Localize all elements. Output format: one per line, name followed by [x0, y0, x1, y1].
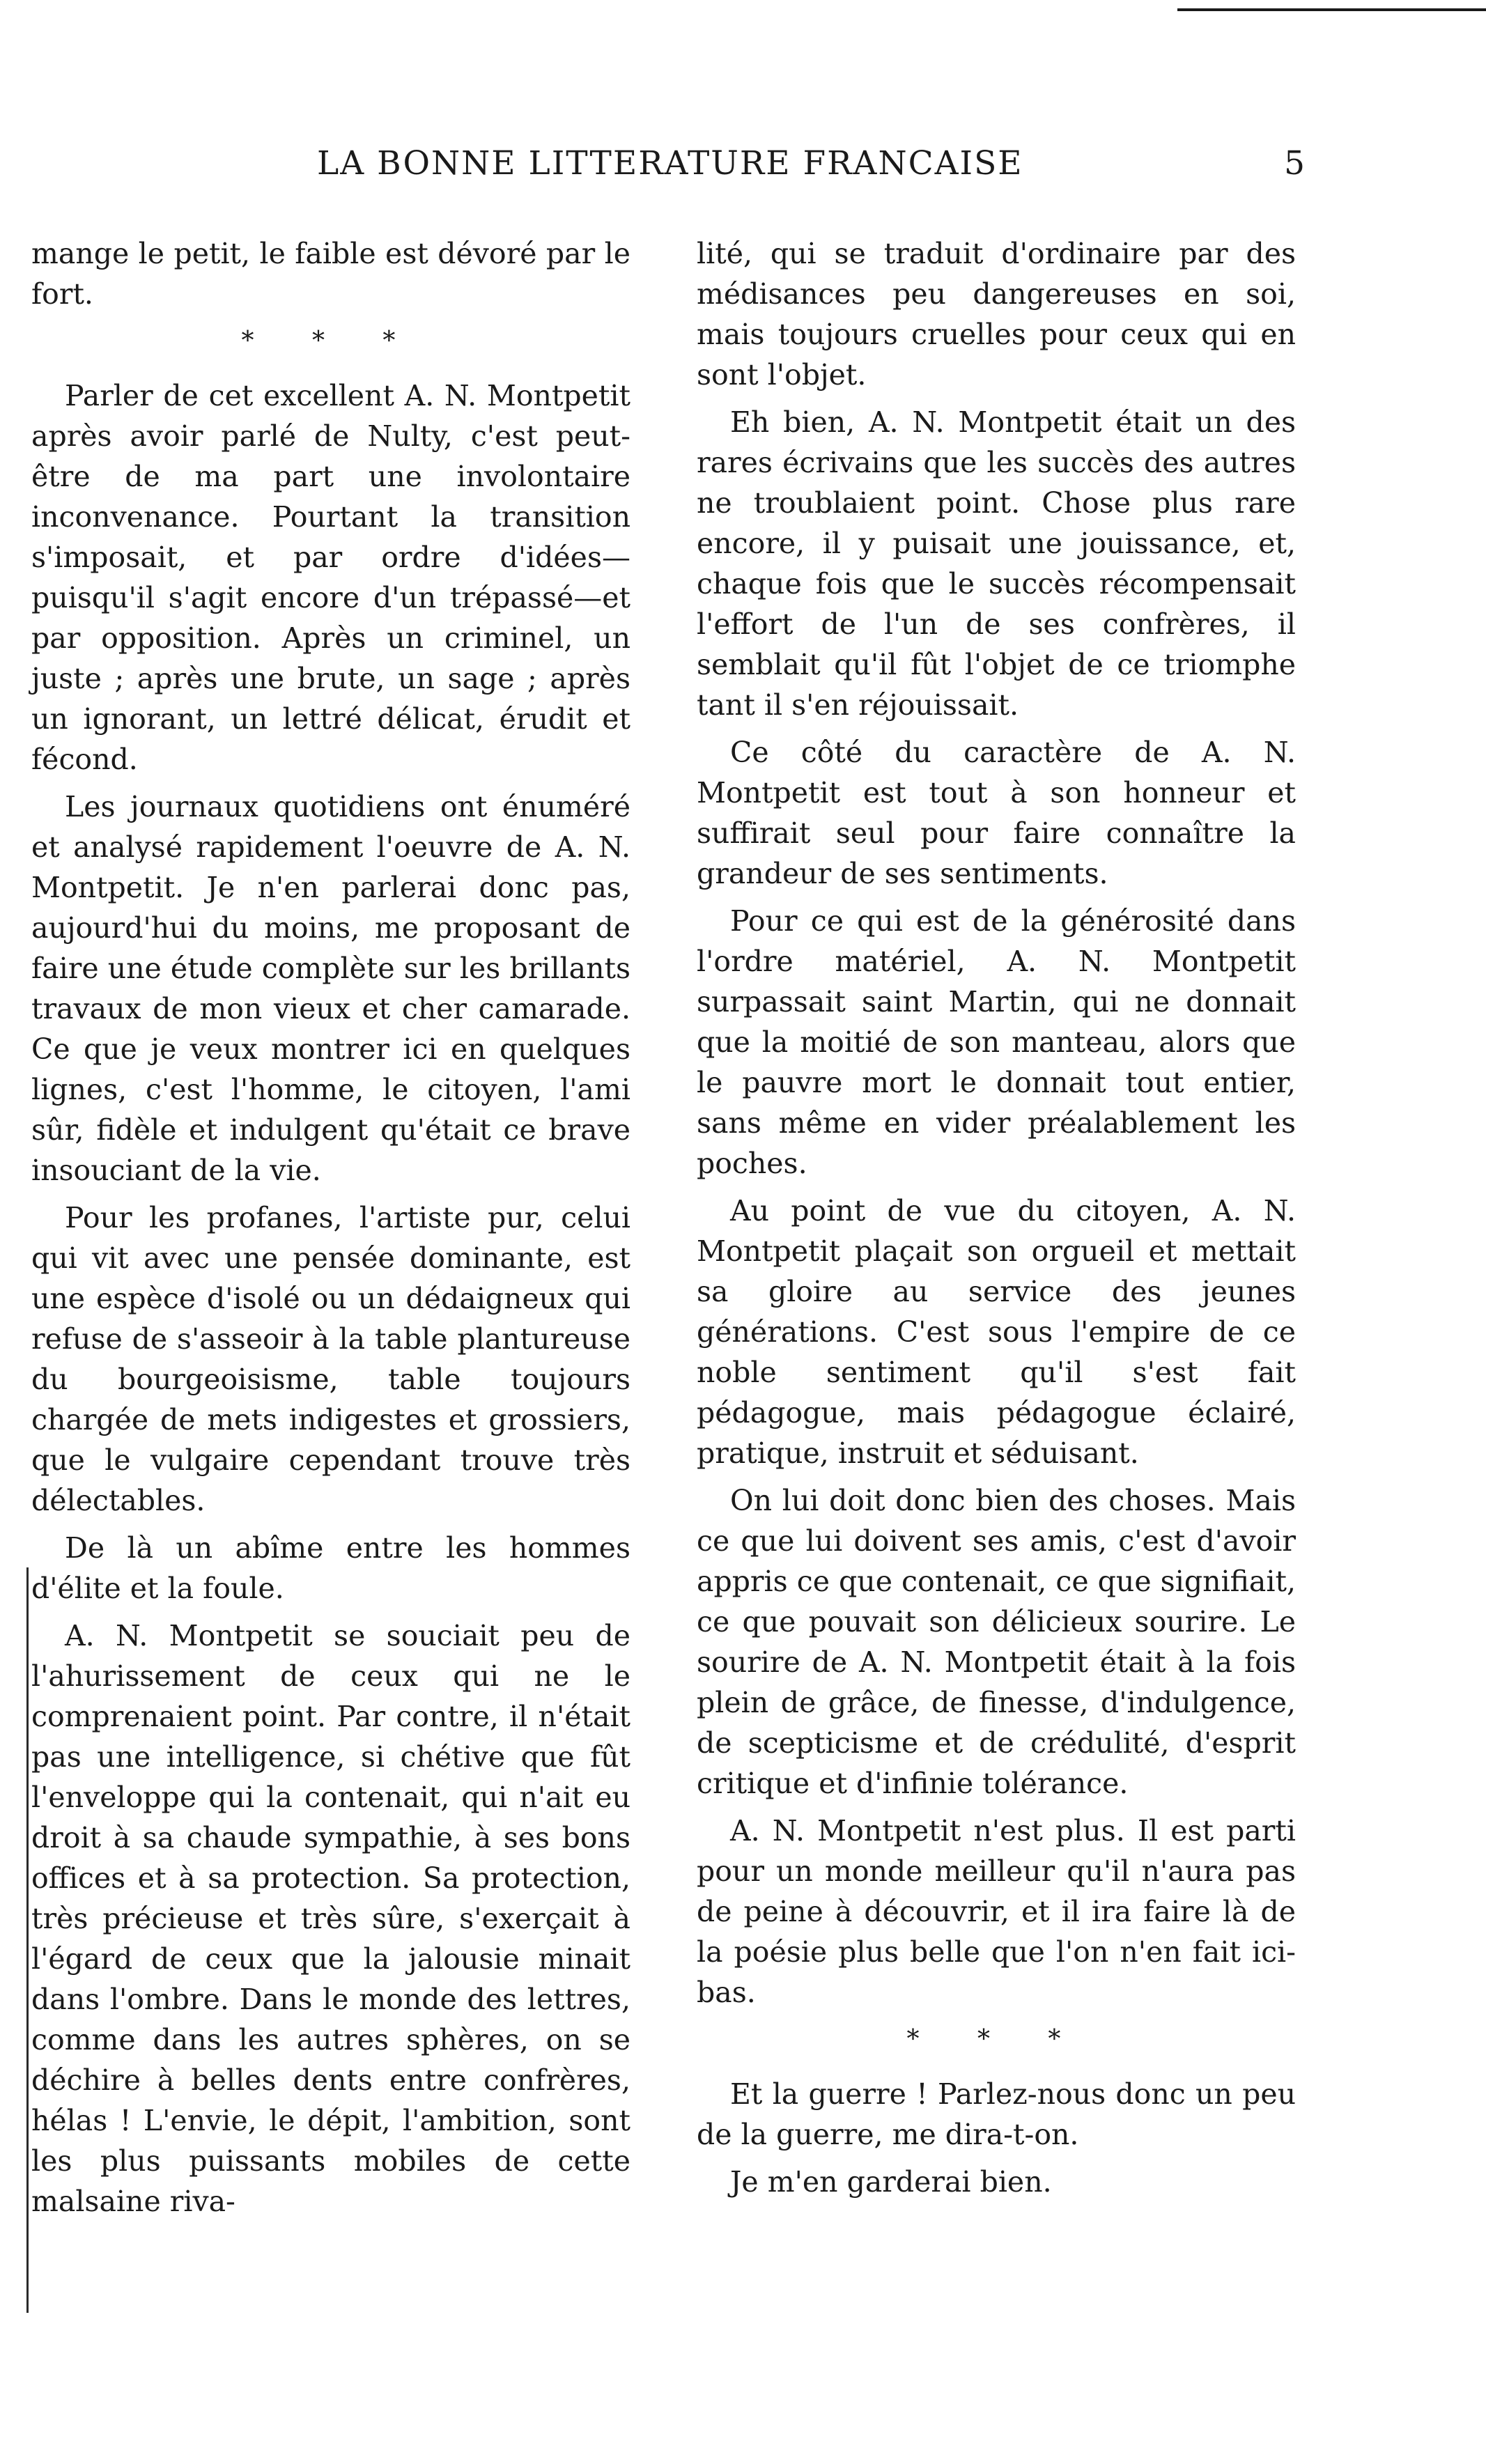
paragraph: Eh bien, A. N. Montpetit était un des rares écrivains que les succès des autres ne troublaient point. Chose plus rare encore, il y puisait une jouissance, et, chaque fois que le succès récompensait l'effort de l'un de ses confrères, il semblait qu'il fût l'objet de ce triomphe tant il s'en réjouissait. [697, 405, 1296, 722]
page-number: 5 [1284, 144, 1306, 183]
paragraph: lité, qui se traduit d'ordinaire par des médisances peu dangereuses en soi, mais toujours cruelles pour ceux qui en sont l'objet. [697, 237, 1296, 392]
margin-rule [26, 1567, 29, 2313]
section-separator: * * * [241, 327, 421, 355]
paragraph: Je m'en garderai bien. [730, 2165, 1052, 2199]
paragraph: A. N. Montpetit n'est plus. Il est parti pour un monde meilleur qu'il n'aura pas de peine à découvrir, et il ira faire là de la poésie plus belle que l'on n'en fait ici-bas. [697, 1814, 1296, 2009]
paragraph: Pour ce qui est de la générosité dans l'ordre matériel, A. N. Montpetit surpassait saint Martin, qui ne donnait que la moitié de son manteau, alors que le pauvre mort le donnait tout entier, sans même en vider préalablement les poches. [697, 904, 1296, 1180]
paragraph: Les journaux quotidiens ont énuméré et analysé rapidement l'oeuvre de A. N. Montpetit. Je n'en parlerai donc pas, aujourd'hui du moins, me proposant de faire une étude complète sur les brillants travaux de mon vieux et cher camarade. Ce que je veux montrer ici en quelques lignes, c'est l'homme, le citoyen, l'ami sûr, fidèle et indulgent qu'était ce brave insouciant de la vie. [31, 790, 630, 1187]
paragraph: A. N. Montpetit se souciait peu de l'ahurissement de ceux qui ne le comprenaient point. Par contre, il n'était pas une intelligence, si chétive que fût l'enveloppe qui la contenait, qui n'ait eu droit à sa chaude sympathie, à ses bons offices et à sa protection. Sa protection, très précieuse et très sûre, s'exerçait à l'égard de ceux que la jalousie minait dans l'ombre. Dans le monde des lettres, comme dans les autres sphères, on se déchire à belles dents entre confrères, hélas ! L'envie, le dépit, l'ambition, sont les plus puissants mobiles de cette malsaine riva- [31, 1619, 630, 2218]
paragraph: Et la guerre ! Parlez-nous donc un peu de la guerre, me dira-t-on. [697, 2077, 1296, 2151]
running-head [317, 143, 1306, 185]
section-separator: * * * [906, 2025, 1086, 2054]
paragraph: On lui doit donc bien des choses. Mais ce que lui doivent ses amis, c'est d'avoir appris ce que contenait, ce que signifiait, ce que pouvait son délicieux sourire. Le sourire de A. N. Montpetit était à la fois plein de grâce, de finesse, d'indulgence, de scepticisme et de crédulité, d'esprit critique et d'infinie tolérance. [697, 1484, 1296, 1800]
paragraph: Parler de cet excellent A. N. Montpetit après avoir parlé de Nulty, c'est peut-être de ma part une involontaire inconvenance. Pourtant la transition s'imposait, et par ordre d'idées—puisqu'il s'agit encore d'un trépassé—et par opposition. Après un criminel, un juste ; après une brute, un sage ; après un ignorant, un lettré délicat, érudit et fécond. [31, 379, 630, 776]
running-title: LA BONNE LITTERATURE FRANCAISE [317, 144, 1023, 183]
top-rule [1177, 8, 1486, 11]
paragraph: De là un abîme entre les hommes d'élite et la foule. [31, 1531, 630, 1605]
paragraph: Au point de vue du citoyen, A. N. Montpetit plaçait son orgueil et mettait sa gloire au service des jeunes générations. C'est sous l'empire de ce noble sentiment qu'il s'est fait pédagogue, mais pédagogue éclairé, pratique, instruit et séduisant. [697, 1194, 1296, 1470]
paragraph: mange le petit, le faible est dévoré par le fort. [31, 237, 630, 311]
paragraph: Ce côté du caractère de A. N. Montpetit est tout à son honneur et suffirait seul pour faire connaître la grandeur de ses sentiments. [697, 736, 1296, 890]
right-column [697, 233, 1296, 2209]
paragraph: Pour les profanes, l'artiste pur, celui qui vit avec une pensée dominante, est une espèce d'isolé ou un dédaigneux qui refuse de s'asseoir à la table plantureuse du bourgeoisisme, table toujours chargée de mets indigestes et grossiers, que le vulgaire cependant trouve très délectables. [31, 1201, 630, 1517]
left-column [31, 233, 630, 2229]
